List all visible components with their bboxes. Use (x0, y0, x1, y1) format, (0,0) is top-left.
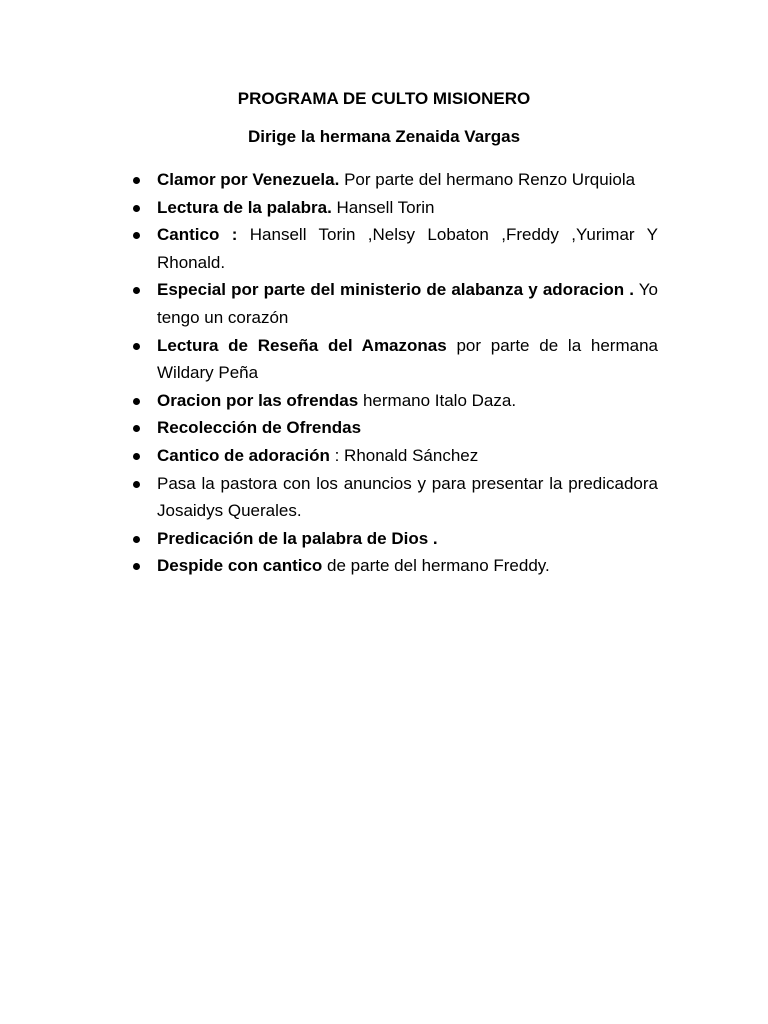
list-item (130, 276, 658, 331)
bullet-icon (133, 287, 140, 294)
list-item (130, 194, 658, 222)
list-item (130, 552, 658, 580)
bullet-icon (133, 453, 140, 460)
bullet-icon (133, 481, 140, 488)
item-bold-text: Recolección de Ofrendas (157, 418, 362, 438)
item-bold-text: Predicación de la palabra de Dios . (157, 528, 438, 548)
document-title: PROGRAMA DE CULTO MISIONERO (237, 89, 531, 108)
list-item (130, 166, 658, 194)
bullet-icon (133, 425, 140, 432)
item-text: por parte de la hermana Wildary Peña (157, 335, 658, 383)
program-list (130, 166, 658, 580)
list-item (130, 525, 658, 553)
item-text: Pasa la pastora con los anuncios y para presentar la predicadora Josaidys Querales. (157, 473, 658, 521)
item-bold-text: Lectura de Reseña del Amazonas (157, 335, 447, 355)
bullet-icon (133, 177, 140, 184)
list-item (130, 332, 658, 387)
item-text: hermano Italo Daza. (358, 390, 517, 410)
bullet-icon (133, 343, 140, 350)
item-bold-text: Lectura de la palabra. (157, 197, 332, 217)
list-item (130, 387, 658, 415)
list-item (130, 414, 658, 442)
item-bold-text: Despide con cantico (157, 556, 323, 576)
item-text: Hansell Torin ,Nelsy Lobaton ,Freddy ,Yurimar Y Rhonald. (157, 225, 658, 272)
document-subtitle: Dirige la hermana Zenaida Vargas (247, 127, 521, 146)
item-bold-text: Clamor por Venezuela. (157, 170, 340, 189)
bullet-icon (133, 398, 140, 405)
bullet-icon (133, 563, 140, 570)
item-text: Yo tengo un corazón (157, 280, 658, 327)
item-text: de parte del hermano Freddy. (322, 556, 550, 576)
item-text: Hansell Torin (331, 197, 435, 217)
item-text: : Rhonald Sánchez (329, 445, 479, 465)
item-text: Por parte del hermano Renzo Urquiola (339, 170, 636, 189)
bullet-icon (133, 205, 140, 212)
item-bold-text: Cantico de adoración (157, 445, 330, 465)
list-item (130, 470, 658, 525)
bullet-icon (133, 536, 140, 543)
bullet-icon (133, 232, 140, 239)
list-item (130, 442, 658, 470)
item-bold-text: Oracion por las ofrendas (157, 390, 359, 410)
item-bold-text: Especial por parte del ministerio de alabanza y adoracion . (157, 280, 634, 300)
item-bold-text: Cantico : (157, 225, 238, 245)
list-item (130, 221, 658, 276)
